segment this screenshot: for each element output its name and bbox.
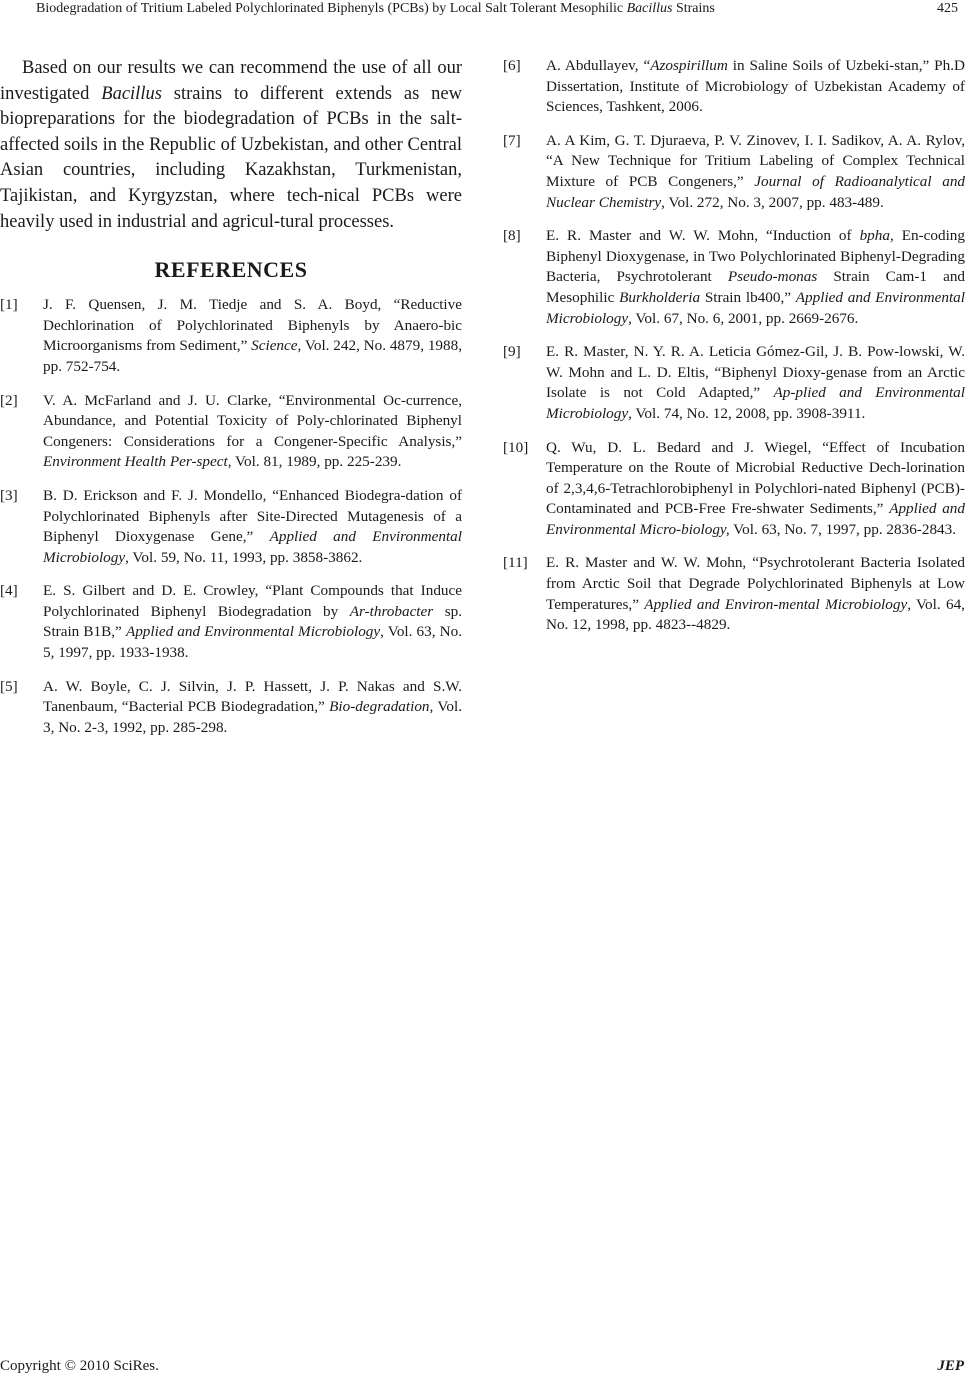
reference-item — [0, 677, 462, 739]
conclusion-paragraph — [0, 56, 462, 235]
reference-text: Vol. 63, No. 7, 1997, pp. 2836-2843. — [729, 520, 957, 538]
reference-text: , Vol. 242, No. 4879, 1988, pp. 752-754. — [43, 337, 462, 375]
reference-journal: Applied and Environmental Microbiology — [546, 288, 965, 327]
page-number: 425 — [937, 1, 958, 16]
reference-item — [0, 581, 462, 663]
reference-number: [1] — [0, 296, 18, 314]
reference-number: [9] — [503, 343, 521, 361]
reference-text: E. R. Master and W. W. Mohn, “Induction of — [546, 227, 860, 245]
reference-text: Q. Wu, D. L. Bedard and J. Wiegel, “Effect of Incubation Temperature on the Route of Microbial Reductive Dech-lorination of 2,3,4,6-Tetrachlorobiphenyl in Polychlori-nated Biphenyl (PCB)-Contaminated and PCB-Free Fre-shwater Sediments,” — [546, 438, 965, 518]
reference-journal: Applied and Environ-mental Microbiology — [644, 595, 908, 613]
reference-number: [11] — [503, 554, 528, 572]
reference-journal: Ap-plied and Environmental Microbiology — [546, 384, 965, 422]
reference-text: , Vol. 74, No. 12, 2008, pp. 3908-3911. — [628, 404, 866, 422]
reference-text: E. R. Master and W. W. Mohn, “Psychrotolerant Bacteria Isolated from Arctic Soil that Degrade Polychlorinated Biphenyls at Low Temperatures,” — [546, 554, 965, 613]
reference-number: [3] — [0, 486, 18, 504]
reference-number: [7] — [503, 131, 521, 149]
reference-text: Strain lb400,” — [700, 288, 796, 306]
reference-text: E. R. Master, N. Y. R. A. Leticia Gómez-Gil, J. B. Pow-lowski, W. W. Mohn and L. D. Eltis, “Biphenyl Dioxy-genase from an Arctic Isolate is not Cold Adapted,” — [546, 343, 965, 402]
reference-text: , Vol. 64, No. 12, 1998, pp. 4823--4829. — [546, 595, 965, 634]
reference-text: sp. Strain B1B,” — [43, 602, 462, 641]
reference-text: , Vol. 67, No. 6, 2001, pp. 2669-2676. — [628, 309, 859, 327]
reference-text: E. S. Gilbert and D. E. Crowley, “Plant Compounds that Induce Polychlorinated Biphenyl Biodegradation by — [43, 582, 462, 620]
reference-text: , Vol. 81, 1989, pp. 225-239. — [227, 453, 402, 471]
reference-journal: Bio-degradation — [329, 698, 430, 716]
reference-item — [503, 553, 965, 635]
reference-item — [503, 226, 965, 329]
reference-text: A. Abdullayev, “ — [546, 57, 651, 74]
reference-text: B. D. Erickson and F. J. Mondello, “Enhanced Biodegra-dation of Polychlorinated Biphenyls after Site-Directed Mutagenesis of a Biphenyl Dioxygenase Gene,” — [43, 486, 462, 546]
reference-number: [10] — [503, 438, 529, 456]
reference-item — [503, 342, 965, 424]
reference-text: Strain Cam-1 and Mesophilic — [546, 268, 966, 306]
running-title-suffix: Strains — [672, 1, 715, 16]
reference-journal: Applied and Environmental Microbiology — [125, 623, 381, 641]
reference-text: , Vol. 59, No. 11, 1993, pp. 3858-3862. — [125, 548, 363, 566]
reference-item — [0, 391, 462, 473]
reference-number: [5] — [0, 677, 18, 695]
reference-journal: Journal of Radioanalytical and Nuclear Chemistry — [546, 172, 966, 211]
reference-journal: Science — [251, 337, 298, 355]
reference-item — [0, 486, 462, 568]
right-column — [503, 56, 965, 649]
running-title-text: Biodegradation of Tritium Labeled Polychlorinated Biphenyls (PCBs) by Local Salt Tolerant Mesophilic — [36, 1, 627, 16]
reference-number: [4] — [0, 582, 18, 600]
reference-genus: Ar-throbacter — [349, 602, 434, 620]
reference-text: J. F. Quensen, J. M. Tiedje and S. A. Boyd, “Reductive Dechlorination of Polychlorinated Biphenyls by Anaero-bic Microorganisms from Sediment,” — [43, 296, 462, 355]
reference-item — [503, 56, 965, 118]
reference-journal: Applied and Environmental Micro-biology, — [546, 500, 965, 538]
reference-text: , Vol. 63, No. 5, 1997, pp. 1933-1938. — [43, 623, 463, 662]
reference-text: A. W. Boyle, C. J. Silvin, J. P. Hassett, J. P. Nakas and S.W. Tanenbaum, “Bacterial PCB Biodegradation,” — [43, 677, 462, 716]
reference-item — [503, 131, 965, 213]
reference-item — [0, 295, 462, 377]
paragraph-text-2: strains to different extends as new biopreparations for the biodegradation of PCBs in the salt-affected soils in the Republic of Uzbekistan, and other Central Asian countries, including Kazakhstan, Turkmenistan, Tajikistan, and Kyrgyzstan, where tech-nical PCBs were heavily used in industrial and agricul-tural processes. — [0, 83, 462, 232]
reference-genus: Pseudo-monas — [727, 268, 818, 286]
references-heading: REFERENCES — [154, 257, 308, 283]
page-footer — [0, 1358, 968, 1382]
running-title — [36, 0, 715, 17]
copyright-notice: Copyright © 2010 SciRes. — [0, 1358, 159, 1374]
reference-journal: Environment Health Per-spect — [43, 453, 228, 471]
reference-genus: Burkholderia — [619, 288, 701, 306]
running-title-genus: Bacillus — [626, 1, 673, 16]
reference-genus: Azospirillum — [650, 57, 728, 74]
reference-text: V. A. McFarland and J. U. Clarke, “Environmental Oc-currence, Abundance, and Potential Toxicity of Poly-chlorinated Biphenyl Congeners: Considerations for a Congener-Specific Analysis,” — [43, 391, 462, 450]
reference-text: , Vol. 272, No. 3, 2007, pp. 483-489. — [661, 193, 884, 211]
reference-text: A. A Kim, G. T. Djuraeva, P. V. Zinovev, I. I. Sadikov, A. A. Rylov, “A New Technique for Tritium Labeling of Complex Technical Mixture of PCB Congeners,” — [546, 131, 965, 190]
reference-text: , Vol. 3, No. 2-3, 1992, pp. 285-298. — [43, 698, 462, 736]
reference-gene: bpha — [859, 227, 890, 245]
paragraph-text-1: Based on our results we can recommend the use of all our investigated — [0, 58, 462, 104]
reference-text: , En-coding Biphenyl Dioxygenase, in Two Polychlorinated Biphenyl-Degrading Bacteria, Psychrotolerant — [546, 227, 965, 286]
reference-number: [2] — [0, 391, 18, 409]
paragraph-genus: Bacillus — [101, 83, 162, 104]
reference-number: [6] — [503, 57, 521, 74]
reference-number: [8] — [503, 227, 521, 245]
reference-text: in Saline Soils of Uzbeki-stan,” Ph.D Dissertation, Institute of Microbiology of Uzbekistan Academy of Sciences, Tashkent, 2006. — [546, 57, 965, 116]
reference-journal: Applied and Environmental Microbiology — [43, 528, 462, 566]
left-column — [0, 56, 462, 751]
journal-abbreviation: JEP — [937, 1358, 964, 1374]
running-header — [0, 0, 968, 20]
reference-item — [503, 438, 965, 541]
